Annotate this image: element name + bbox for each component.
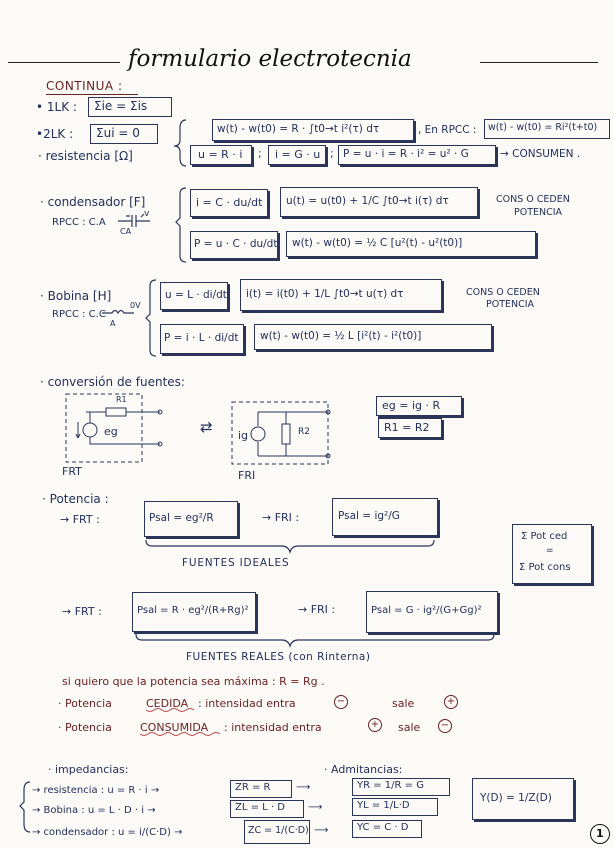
frt-label: FRT xyxy=(62,465,82,478)
admitancias-heading: · Admitancias: xyxy=(324,763,403,776)
rpcc-formula: w(t) - w(t0) = Ri²(t+t0) xyxy=(488,122,598,133)
lk1-label: • 1LK : xyxy=(36,100,77,114)
bob-u-formula: u = L · di/dt xyxy=(165,289,227,301)
r-formula: R1 = R2 xyxy=(384,421,430,434)
ideales-underbrace xyxy=(146,540,434,552)
frt-ideal-label: → FRT : xyxy=(60,513,100,526)
ideales-label: FUENTES IDEALES xyxy=(182,557,290,569)
imp-row2-y: YL = 1/L·D xyxy=(357,800,410,811)
consumida-out-sign: − xyxy=(438,719,452,733)
imp-row3-z: ZC = 1/(C·D) xyxy=(248,825,309,836)
imp-row2-arrow: ⟶ xyxy=(308,802,323,813)
impedancias-brace xyxy=(20,782,30,832)
imp-row1-y: YR = 1/R = G xyxy=(357,780,424,791)
cond-note-2: POTENCIA xyxy=(514,207,563,218)
reales-label: FUENTES REALES (con Rinterna) xyxy=(186,651,371,663)
fri-real-label: → FRI : xyxy=(298,603,336,616)
fri-label: FRI xyxy=(238,469,256,482)
continua-brace xyxy=(174,120,186,166)
cond-p-formula: P = u · C · du/dt xyxy=(194,238,278,250)
frt-ideal-formula: Psal = eg²/R xyxy=(149,512,214,524)
fri-ig: ig xyxy=(238,429,249,442)
separator-2: ; xyxy=(330,147,334,160)
sum-line-1: Σ Pot ced xyxy=(521,531,568,542)
lk1-formula: Σie = Σis xyxy=(94,99,148,113)
bob-note-2: POTENCIA xyxy=(486,299,535,310)
cond-w-formula: w(t) - w(t0) = ½ C [u²(t) - u²(t0)] xyxy=(292,237,463,249)
cond-i-formula: i = C · du/dt xyxy=(196,196,263,209)
potencia-heading: · Potencia : xyxy=(42,492,109,506)
bobina-brace xyxy=(146,280,156,356)
separator-1: ; xyxy=(258,147,262,160)
fri-ideal-formula: Psal = ig²/G xyxy=(338,510,400,522)
bobina-rpcc-a: A xyxy=(110,319,116,328)
cedida-in-sign: − xyxy=(334,695,348,709)
consumida-in-sign: + xyxy=(368,718,382,732)
consumen-text: → CONSUMEN . xyxy=(500,148,581,160)
reales-underbrace xyxy=(136,634,494,646)
fri-real-formula: Psal = G · ig²/(G+Gg)² xyxy=(371,605,482,616)
bob-p-formula: P = i · L · di/dt xyxy=(164,332,239,344)
frt-r1: R1 xyxy=(116,395,127,404)
bobina-rpcc: RPCC : C.C xyxy=(52,309,106,320)
imp-row3-label: → condensador : u = i/(C·D) → xyxy=(32,827,183,838)
frt-real-formula: Psal = R · eg²/(R+Rg)² xyxy=(137,605,249,616)
ohm-formula: u = R · i xyxy=(198,148,243,161)
energy-formula: w(t) - w(t0) = R · ∫t0→t i²(τ) dτ xyxy=(217,123,380,135)
bobina-label: · Bobina [H] xyxy=(40,289,112,303)
fri-r2: R2 xyxy=(298,427,310,437)
title-rule-left xyxy=(8,62,120,63)
impedancias-heading: · impedancias: xyxy=(48,763,129,776)
title-rule-right xyxy=(480,62,598,63)
frt-eg: eg xyxy=(104,425,118,438)
consumida-post: : intensidad entra xyxy=(224,721,322,734)
bob-rpcc-symbol xyxy=(102,311,134,314)
cedida-out-sign: + xyxy=(444,695,458,709)
page-number: 1 xyxy=(596,827,604,840)
condensador-brace xyxy=(176,188,186,262)
imp-row2-z: ZL = L · D xyxy=(235,802,285,813)
condensador-rpcc-ca: CA xyxy=(120,227,132,236)
rpcc-label: , En RPCC : xyxy=(418,124,477,136)
frt-real-label: → FRT : xyxy=(62,605,102,618)
equiv-arrow: ⇄ xyxy=(200,418,213,436)
cedida-word: CEDIDA xyxy=(146,697,189,710)
imp-row3-arrow: ⟶ xyxy=(314,825,329,836)
cedida-sale: sale xyxy=(392,697,415,710)
lk2-label: •2LK : xyxy=(36,127,74,141)
power-formula: P = u · i = R · i² = u² · G xyxy=(343,148,469,160)
bob-note-1: CONS O CEDEN xyxy=(466,287,540,298)
imp-row1-z: ZR = R xyxy=(235,782,271,793)
cedida-post: : intensidad entra xyxy=(198,697,296,710)
imp-row1-arrow: ⟶ xyxy=(296,782,311,793)
imp-row2-label: → Bobina : u = L · D · i → xyxy=(32,805,156,816)
fri-ideal-label: → FRI : xyxy=(262,511,300,524)
bob-w-formula: w(t) - w(t0) = ½ L [i²(t) - i²(t0)] xyxy=(260,330,422,342)
consumida-sale: sale xyxy=(398,721,421,734)
imp-row1-label: → resistencia : u = R · i → xyxy=(32,785,160,796)
continua-heading: CONTINUA : xyxy=(46,79,123,93)
imp-row3-y: YC = C · D xyxy=(357,822,409,833)
cond-note-1: CONS O CEDEN xyxy=(496,194,570,205)
page-title: formulario electrotecnia xyxy=(128,46,412,72)
lk2-formula: Σui = 0 xyxy=(96,126,140,140)
resistencia-label: · resistencia [Ω] xyxy=(38,149,133,163)
consumida-pre: · Potencia xyxy=(58,721,112,734)
bob-i-formula: i(t) = i(t0) + 1/L ∫t0→t u(τ) dτ xyxy=(246,288,404,300)
yd-formula: Y(D) = 1/Z(D) xyxy=(480,792,552,804)
cedida-pre: · Potencia xyxy=(58,697,112,710)
sum-line-2: = xyxy=(546,546,554,556)
cond-formula: i = G · u xyxy=(275,148,321,161)
condensador-rpcc: RPCC : C.A xyxy=(52,217,106,228)
continua-underline xyxy=(46,94,138,95)
max-power-line: si quiero que la potencia sea máxima : R = Rg . xyxy=(62,675,325,688)
sum-line-3: Σ Pot cons xyxy=(519,562,571,573)
condensador-rpcc-v: v xyxy=(144,209,150,219)
condensador-label: · condensador [F] xyxy=(40,195,146,209)
eg-formula: eg = ig · R xyxy=(382,399,441,412)
conversion-heading: · conversión de fuentes: xyxy=(40,375,185,389)
bobina-rpcc-v: 0V xyxy=(130,301,141,310)
cond-u-formula: u(t) = u(t0) + 1/C ∫t0→t i(τ) dτ xyxy=(286,195,449,207)
consumida-word: CONSUMIDA xyxy=(140,721,209,734)
